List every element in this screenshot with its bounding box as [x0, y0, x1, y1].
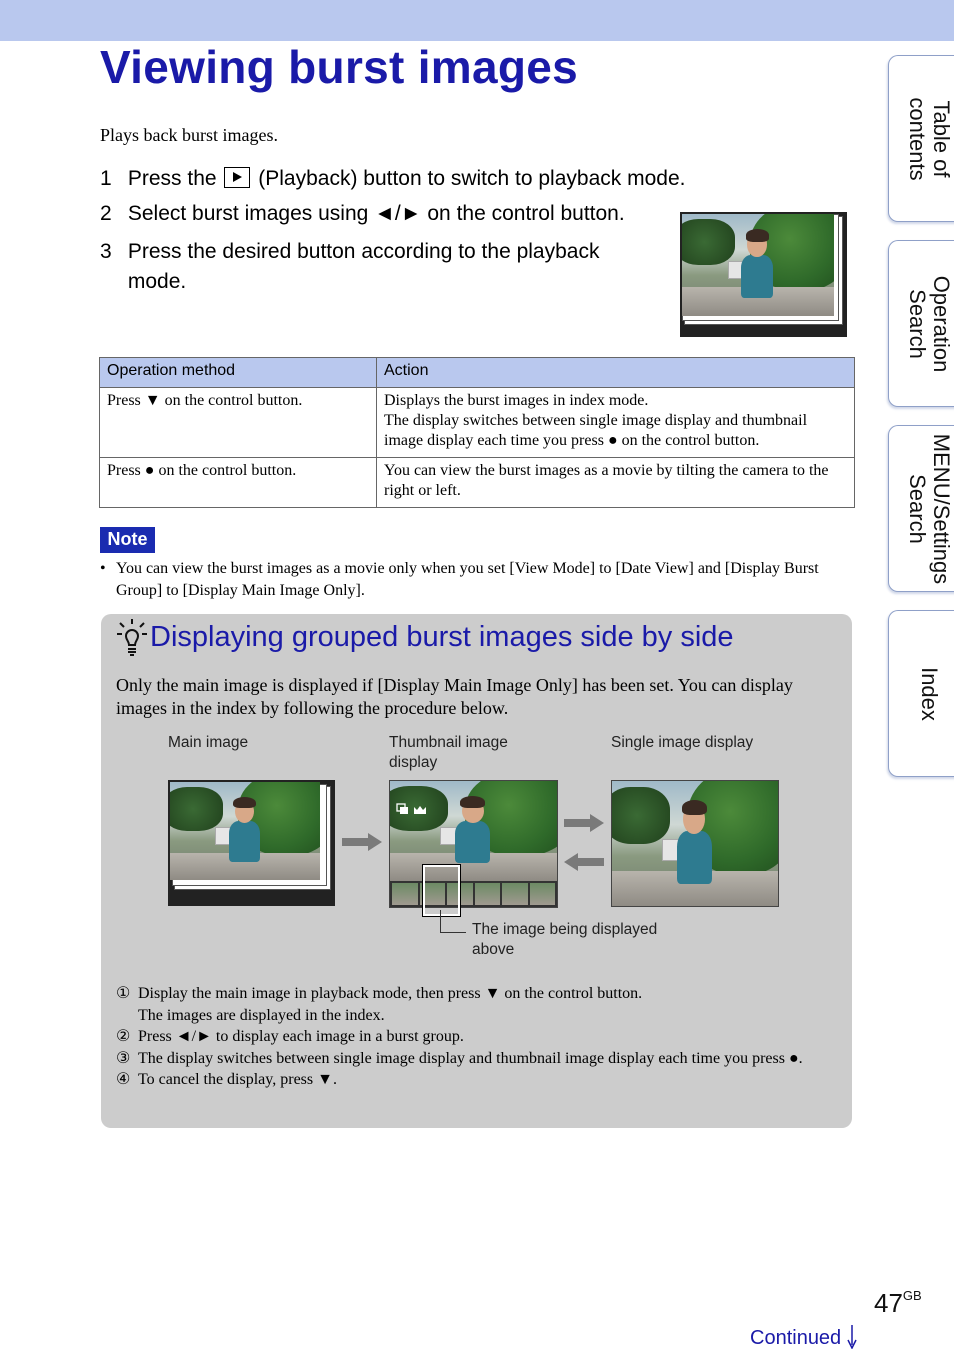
list-number: ④: [116, 1071, 131, 1088]
tab-index[interactable]: [888, 610, 954, 777]
hint-paragraph: Only the main image is displayed if [Display Main Image Only] has been set. You can display images in the index by following the procedure below.: [116, 675, 793, 718]
child-photo: [170, 782, 320, 880]
table-header: Action: [377, 358, 855, 388]
tab-table-of-contents[interactable]: [888, 55, 954, 222]
operation-table: [99, 357, 855, 508]
list-number: ①: [116, 985, 131, 1002]
arrow-right-icon: [564, 814, 604, 832]
step-text: Press the desired button according to the playback: [127, 240, 600, 263]
page-number-suffix: GB: [902, 1288, 922, 1303]
list-number: ③: [116, 1049, 131, 1067]
procedure-list: [116, 983, 836, 1091]
step-number: 1: [100, 167, 112, 190]
page-number: [874, 1288, 922, 1319]
table-row: [100, 458, 855, 508]
step-text: Press the: [127, 167, 217, 190]
selected-thumbnail-frame: [423, 865, 460, 916]
tab-menu-settings-search[interactable]: [888, 425, 954, 592]
caption-main-image: Main image: [168, 734, 249, 751]
caption-line: display: [389, 754, 438, 771]
caption-line: above: [472, 941, 515, 958]
thumbnail: [502, 883, 528, 905]
tab-label: Table of contents: [905, 96, 954, 181]
playback-button-icon: [224, 167, 250, 188]
thumbnail-strip: [390, 881, 557, 907]
hint-title: Displaying grouped burst images side by side: [150, 621, 734, 653]
caption-line: The image being displayed: [472, 921, 658, 938]
list-item: [116, 1069, 836, 1091]
table-cell: [377, 388, 855, 458]
continued-link[interactable]: [750, 1325, 857, 1350]
child-photo: [612, 781, 778, 906]
list-item: [116, 983, 836, 1026]
arrow-down-icon: [847, 1325, 857, 1349]
list-text: The display switches between single image display and thumbnail image display each time you press ●.: [138, 1049, 803, 1067]
cell-line: Displays the burst images in index mode.: [384, 392, 649, 409]
list-text: To cancel the display, press ▼.: [138, 1071, 337, 1088]
page-title: Viewing burst images: [100, 41, 579, 93]
tab-label: Index: [917, 666, 942, 721]
note-badge: Note: [100, 527, 155, 553]
list-number: ②: [116, 1028, 131, 1045]
lightbulb-hint-icon: [116, 618, 148, 658]
table-cell: Press ● on the control button.: [100, 458, 377, 508]
intro-text: Plays back burst images.: [100, 125, 278, 145]
step-1: [100, 167, 685, 191]
cell-line: The display switches between single image display and thumbnail image display each time you press ● on the control button.: [384, 412, 808, 449]
top-bar: [0, 0, 954, 41]
arrow-left-icon: [564, 853, 604, 871]
tab-label: MENU/Settings Search: [905, 433, 954, 584]
arrow-right-icon: [342, 833, 382, 851]
page-number-value: 47: [874, 1288, 903, 1318]
step-text: mode.: [127, 270, 187, 293]
table-cell: Press ▼ on the control button.: [100, 388, 377, 458]
continued-label: Continued: [750, 1327, 842, 1349]
caption-single-display: Single image display: [611, 734, 754, 751]
list-item: [116, 1026, 836, 1048]
step-number: 3: [100, 240, 112, 263]
callout-line: [440, 932, 466, 933]
table-cell: You can view the burst images as a movie by tilting the camera to the right or left.: [377, 458, 855, 508]
tab-label: Operation Search: [905, 275, 954, 372]
step-number: 2: [100, 202, 112, 225]
step-3: [100, 237, 599, 297]
list-text: Display the main image in playback mode, then press ▼ on the control button.: [138, 985, 643, 1002]
burst-group-icon: [396, 803, 426, 815]
tab-operation-search[interactable]: [888, 240, 954, 407]
callout-line: [440, 910, 441, 932]
list-text: The images are displayed in the index.: [138, 1006, 385, 1024]
thumbnail: [530, 883, 556, 905]
list-item: [116, 1048, 836, 1070]
step-text: Select burst images using ◄/► on the control button.: [127, 202, 625, 225]
caption-image-displayed: [472, 920, 657, 960]
step-2: [100, 202, 625, 226]
table-row: [100, 388, 855, 458]
table-header: Operation method: [100, 358, 377, 388]
burst-stack-image: [680, 212, 847, 337]
main-image-stack: [168, 780, 335, 906]
caption-line: Thumbnail image: [389, 734, 508, 751]
child-photo: [390, 781, 557, 881]
thumbnail: [475, 883, 501, 905]
note-text: • You can view the burst images as a movie only when you set [View Mode] to [Date View] and [Display Burst Group] to [Display Main Image Only].: [100, 558, 868, 602]
list-text: Press ◄/► to display each image in a burst group.: [138, 1028, 464, 1045]
step-text: (Playback) button to switch to playback mode.: [258, 167, 686, 190]
caption-thumbnail-display: [389, 733, 508, 773]
child-photo: [682, 214, 834, 316]
single-display-image: [611, 780, 779, 907]
thumbnail-display-image: [389, 780, 558, 908]
thumbnail: [392, 883, 418, 905]
